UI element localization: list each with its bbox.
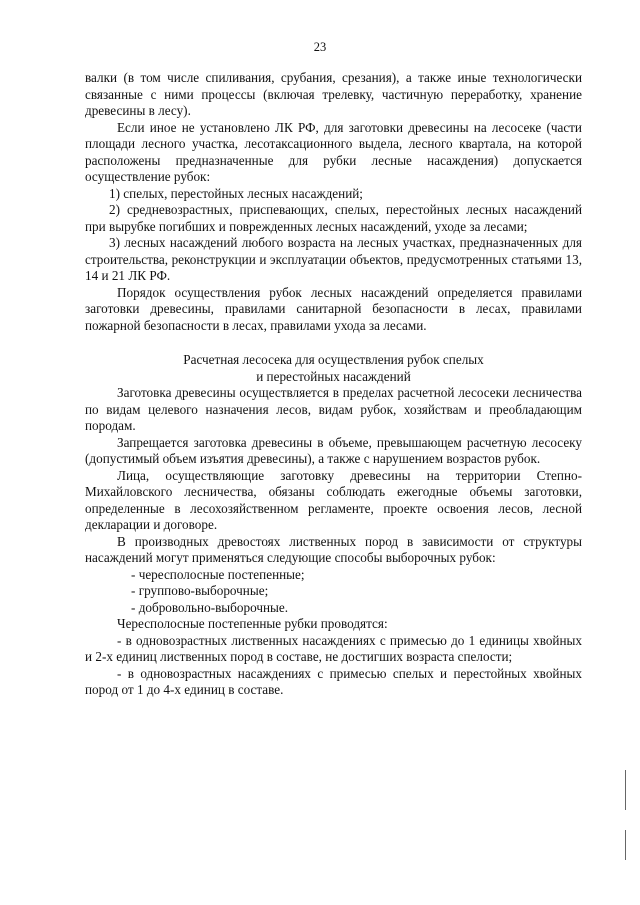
list-item: 1) спелых, перестойных лесных насаждений;	[109, 185, 363, 201]
list-item: 3) лесных насаждений любого возраста на лесных участках, предназначенных для строительства, реконструкции и эксплуатации объектов, предусмотренных статьями 13, 14 и 21 ЛК РФ.	[85, 235, 582, 283]
section-after-heading	[85, 385, 582, 699]
section-before-heading	[85, 70, 582, 334]
paragraph: - в одновозрастных насаждениях с примесью спелых и перестойных хвойных пород от 1 до 4-х единиц в составе.	[85, 665, 582, 697]
paragraph: В производных древостоях лиственных пород в зависимости от структуры насаждений могут применяться следующие способы выборочных рубок:	[85, 533, 582, 565]
document-body	[85, 70, 582, 699]
paragraph: валки (в том числе спиливания, срубания, срезания), а также иные технологически связанные с ними процессы (включая трелевку, частичную переработку, хранение древесины в лесу).	[85, 70, 582, 118]
paragraph: Порядок осуществления рубок лесных насаждений определяется правилами заготовки древесины, правилами санитарной безопасности в лесах, правилами пожарной безопасности в лесах, правилами ухода за лесами.	[85, 284, 582, 333]
list-item: 2) средневозрастных, приспевающих, спелых, перестойных лесных насаждений при вырубке погибших и поврежденных лесных насаждений, уходе за лесами;	[85, 202, 582, 234]
paragraph: Запрещается заготовка древесины в объеме, превышающем расчетную лесосеку (допустимый объем изъятия древесины), а также с нарушением возрастов рубок.	[85, 434, 582, 466]
paragraph: Лица, осуществляющие заготовку древесины на территории Степно-Михайловского лесничества, обязаны соблюдать ежегодные объемы заготовки, определенные в лесохозяйственном регламенте, проекте освоения лесов, лесной декларации и договоре.	[85, 467, 582, 532]
section-heading	[85, 352, 582, 385]
heading-line: и перестойных насаждений	[256, 368, 411, 384]
paragraph: - в одновозрастных лиственных насаждениях с примесью до 1 единицы хвойных и 2-х единиц лиственных пород в составе, не достигших возраста спелости;	[85, 632, 582, 664]
scan-edge-mark	[625, 830, 626, 860]
paragraph: Чересполосные постепенные рубки проводятся:	[117, 616, 388, 631]
scan-edge-mark	[625, 770, 626, 810]
paragraph: Если иное не установлено ЛК РФ, для заготовки древесины на лесосеке (части площади лесного участка, лесотаксационного выдела, лесного квартала, на которой расположены предназначенные для рубки лесные насаждения) допускается осуществление рубок:	[85, 119, 582, 184]
list-item: - добровольно-выборочные.	[131, 599, 289, 615]
paragraph: Заготовка древесины осуществляется в пределах расчетной лесосеки лесничества по видам целевого назначения лесов, видам рубок, хозяйствам и преобладающим породам.	[85, 385, 582, 433]
list-item: - чересполосные постепенные;	[131, 566, 305, 582]
heading-line: Расчетная лесосека для осуществления рубок спелых	[183, 352, 484, 367]
list-item: - группово-выборочные;	[131, 583, 269, 598]
page-number: 23	[313, 40, 327, 54]
